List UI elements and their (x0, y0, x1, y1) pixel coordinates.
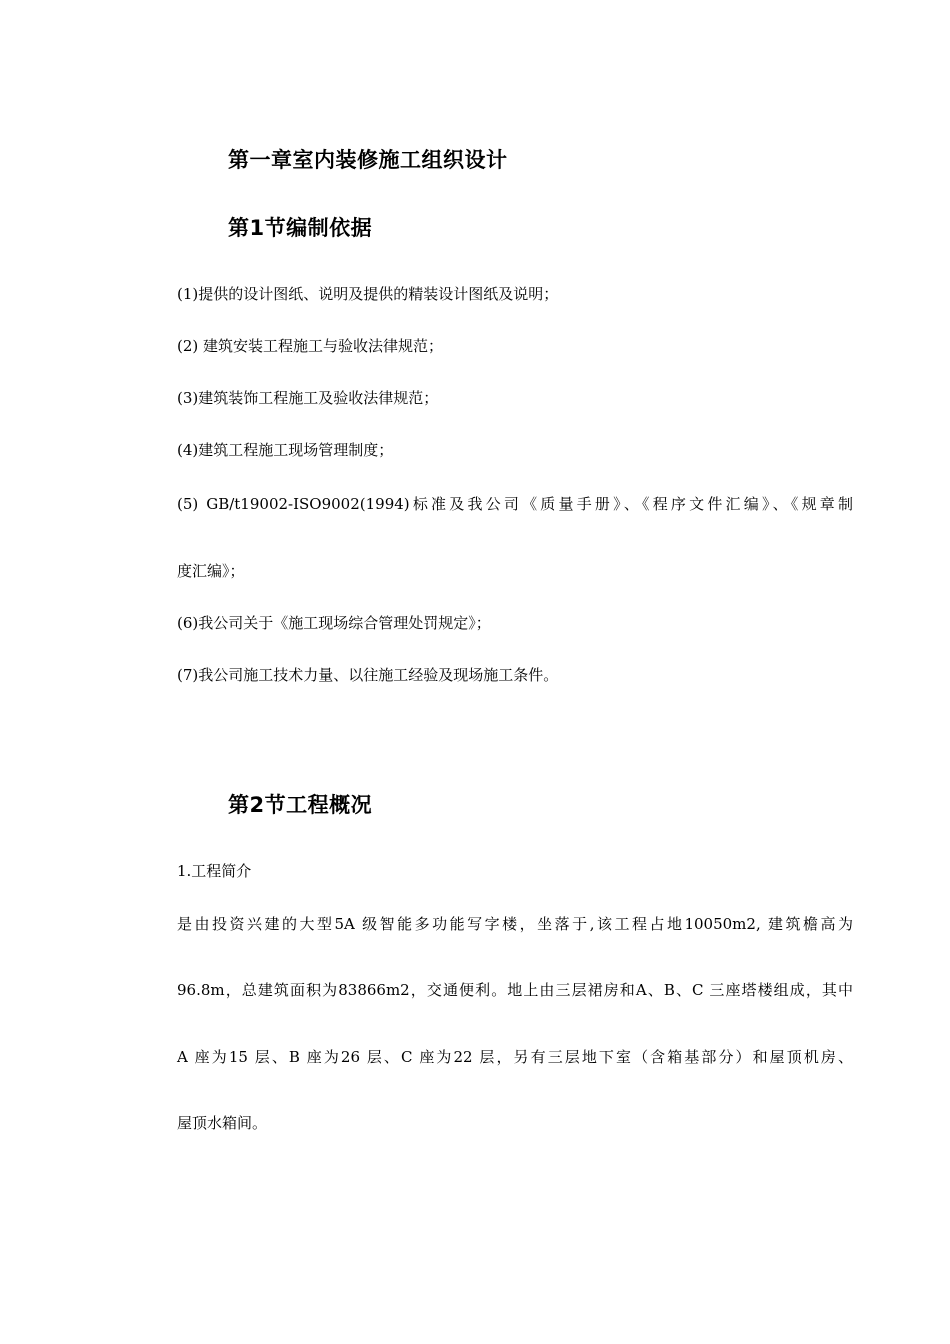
basis-item-5: (5) GB/t19002-ISO9002(1994)标准及我公司《质量手册》、《程序文件汇编》、《规章制 (177, 495, 853, 513)
project-intro-line-1: 是由投资兴建的大型5A 级智能多功能写字楼，坐落于,该工程占地10050m2, 建筑檐高为 (177, 915, 853, 933)
basis-item-3: (3)建筑装饰工程施工及验收法律规范； (177, 389, 439, 407)
project-intro-line-3: A 座为15 层、B 座为26 层、C 座为22 层，另有三层地下室（含箱基部分）和屋顶机房、 (177, 1048, 853, 1066)
basis-item-5-continued: 度汇编》； (177, 562, 245, 580)
project-intro-line-4: 屋顶水箱间。 (177, 1114, 268, 1132)
basis-item-2: (2) 建筑安装工程施工与验收法律规范； (177, 337, 444, 355)
chapter-title: 第一章室内装修施工组织设计 (228, 148, 508, 172)
basis-item-1: (1)提供的设计图纸、说明及提供的精装设计图纸及说明； (177, 285, 559, 303)
section-2-heading: 第2节工程概况 (228, 793, 373, 817)
basis-item-7: (7)我公司施工技术力量、以往施工经验及现场施工条件。 (177, 666, 559, 684)
basis-item-6: (6)我公司关于《施工现场综合管理处罚规定》； (177, 614, 491, 632)
project-intro-subheading: 1.工程简介 (177, 862, 252, 880)
section-1-heading: 第1节编制依据 (228, 216, 373, 240)
basis-item-4: (4)建筑工程施工现场管理制度； (177, 441, 394, 459)
project-intro-line-2: 96.8m，总建筑面积为83866m2，交通便利。地上由三层裙房和A、B、C 三座塔楼组成，其中 (177, 981, 853, 999)
